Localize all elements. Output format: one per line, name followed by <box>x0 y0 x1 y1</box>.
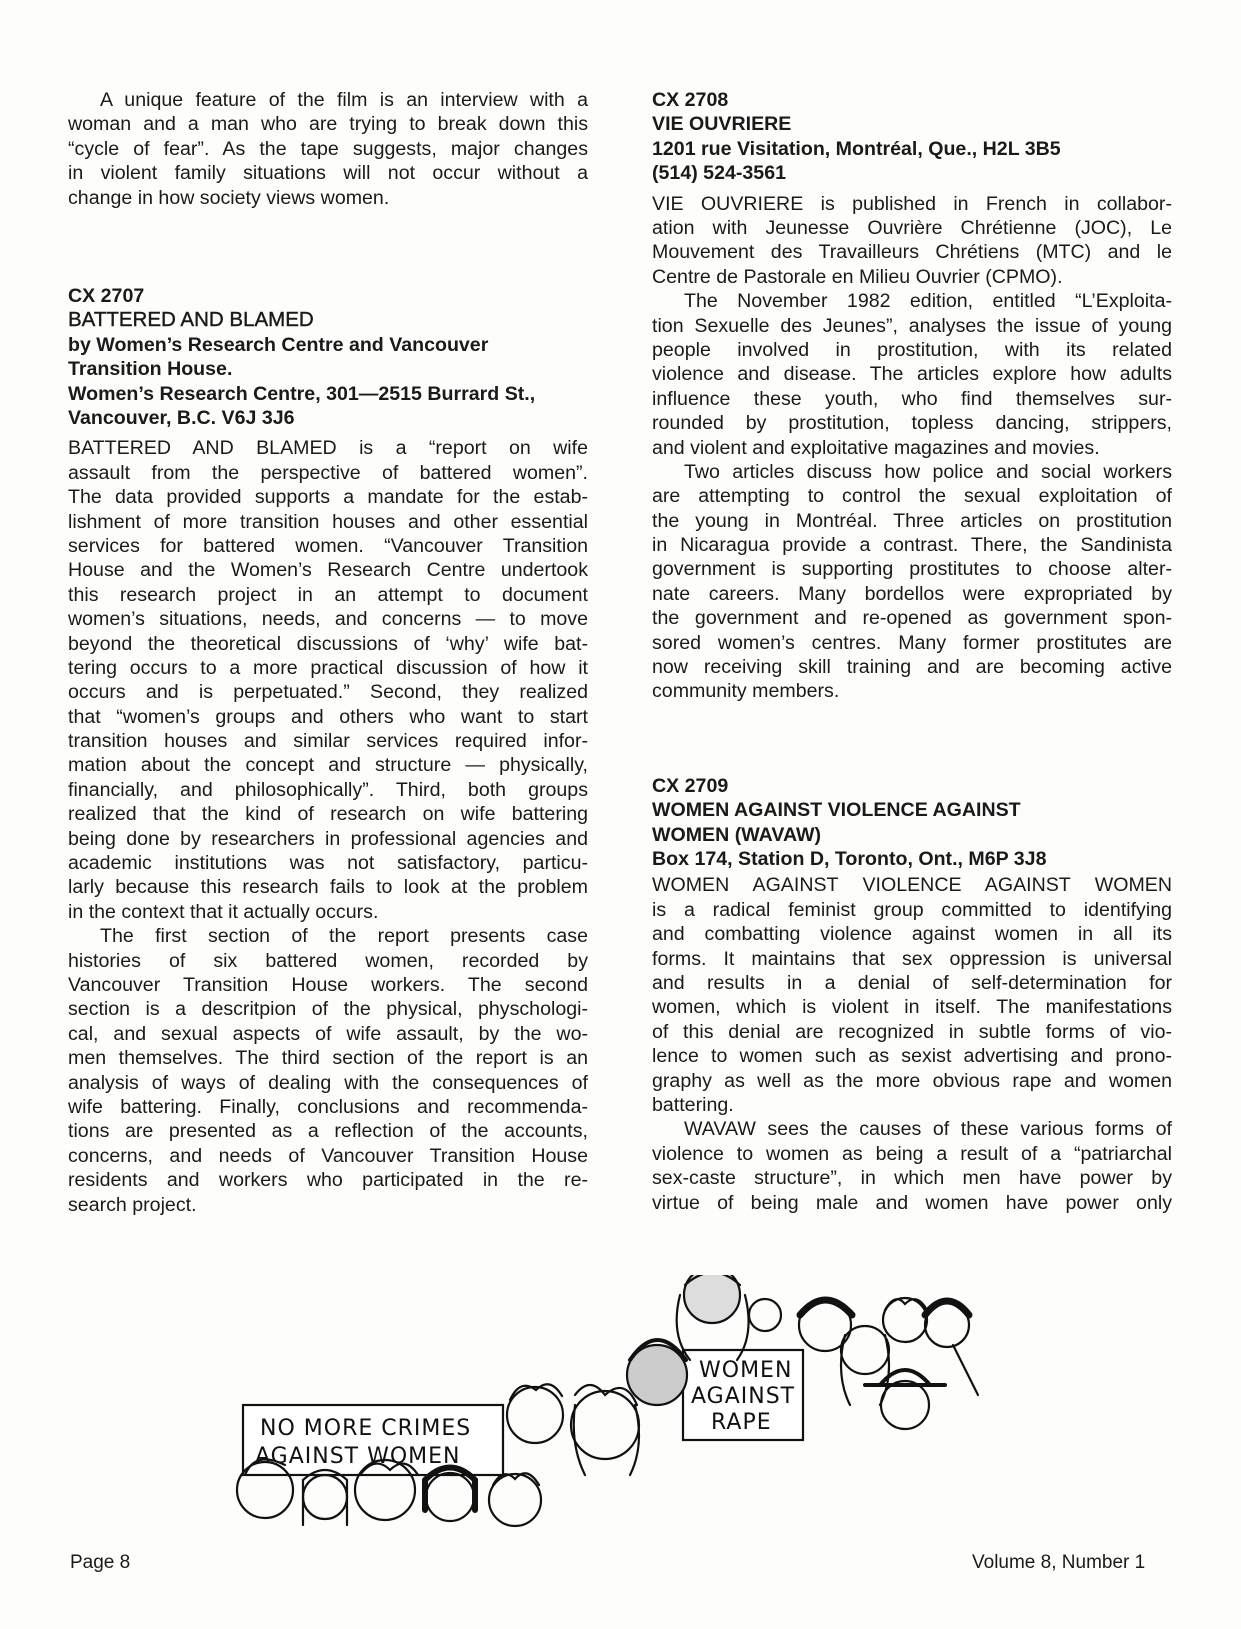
entry-cx2708 <box>652 88 1172 704</box>
text-line: are attempting to control the sexual exploitation of <box>652 485 1172 508</box>
text-line: and combatting violence against women in all its <box>652 923 1172 946</box>
text-line: mation about the concept and structure — physically, <box>68 754 588 777</box>
text-line: realized that the kind of research on wife battering <box>68 803 588 826</box>
text-line: is a radical feminist group committed to identifying <box>652 898 1172 921</box>
text-line: in Nicaragua provide a contrast. There, the Sandinista <box>652 534 1172 557</box>
entry-code: CX 2707 <box>68 284 145 307</box>
entry-address: Women’s Research Centre, 301—2515 Burrard St., <box>68 382 536 405</box>
text-line: Centre de Pastorale en Milieu Ouvrier (CPMO). <box>652 265 1063 288</box>
text-line: and results in a denial of self-determination for <box>652 972 1172 995</box>
crowd-faces <box>237 1275 978 1526</box>
text-line: tering occurs to a more practical discussion of how it <box>68 656 588 679</box>
text-line: tion Sexuelle des Jeunes”, analyses the issue of young <box>652 314 1172 337</box>
text-line: Vancouver Transition House workers. The second <box>68 973 588 996</box>
text-line: violence and disease. The articles explore how adults <box>652 363 1172 386</box>
text-line: that “women’s groups and others who want to start <box>68 705 588 728</box>
entry-byline: by Women’s Research Centre and Vancouver <box>68 333 489 356</box>
text-line: government is supporting prostitutes to choose alter- <box>652 558 1172 581</box>
text-line: graphy as well as the more obvious rape and women <box>652 1069 1172 1092</box>
sign-right-line1: WOMEN <box>699 1358 793 1383</box>
text-line: wife battering. Finally, conclusions and recommenda- <box>68 1095 588 1118</box>
text-line: The data provided supports a mandate for the estab- <box>68 486 588 509</box>
text-line: being done by researchers in professional agencies and <box>68 827 588 850</box>
text-line: sored women’s centres. Many former prostitutes are <box>652 631 1172 654</box>
sign-left-line1: NO MORE CRIMES <box>260 1416 472 1441</box>
text-line: nate careers. Many bordellos were expropriated by <box>652 582 1172 605</box>
entry-paragraph <box>652 873 1172 1117</box>
text-line: women, which is violent in itself. The manifestations <box>652 996 1172 1019</box>
sign-left-line2: AGAINST WOMEN <box>255 1444 461 1469</box>
text-line: in the context that it actually occurs. <box>68 900 379 923</box>
text-line: this research project in an attempt to document <box>68 583 588 606</box>
text-line: WAVAW sees the causes of these various forms of <box>684 1118 1172 1141</box>
text-line: men themselves. The third section of the report is an <box>68 1047 588 1070</box>
text-line: section is a descritpion of the physical, physchologi- <box>68 998 588 1021</box>
text-line: financially, and philosophically”. Third, both groups <box>68 778 588 801</box>
text-line: The first section of the report presents case <box>100 925 588 948</box>
text-line: BATTERED AND BLAMED is a “report on wife <box>68 437 588 460</box>
text-line: occurs and is perpetuated.” Second, they realized <box>68 681 588 704</box>
text-line: transition houses and similar services required infor- <box>68 730 588 753</box>
text-line: assault from the perspective of battered women”. <box>68 461 588 484</box>
text-line: now receiving skill training and are becoming active <box>652 656 1172 679</box>
entry-address: Vancouver, B.C. V6J 3J6 <box>68 406 295 429</box>
sign-right-line3: RAPE <box>711 1410 772 1435</box>
text-line: larly because this research fails to look at the problem <box>68 876 588 899</box>
page-number: Page 8 <box>70 1552 131 1573</box>
text-line: residents and workers who participated in the re- <box>68 1169 588 1192</box>
issue-label: Volume 8, Number 1 <box>972 1552 1146 1573</box>
entry-paragraph <box>652 289 1172 460</box>
entry-address: 1201 rue Visitation, Montréal, Que., H2L 3B5 <box>652 137 1061 160</box>
text-line: Two articles discuss how police and social workers <box>684 460 1172 483</box>
entry-title: WOMEN (WAVAW) <box>652 823 822 846</box>
entry-code: CX 2709 <box>652 774 729 797</box>
entry-byline: Transition House. <box>68 358 233 381</box>
text-line: of this denial are recognized in subtle forms of vio- <box>652 1020 1172 1043</box>
text-line: lence to women such as sexist advertising and prono- <box>652 1045 1172 1068</box>
text-line: The November 1982 edition, entitled “L’Exploita- <box>684 290 1172 313</box>
text-line: rounded by prostitution, topless dancing, strippers, <box>652 412 1172 435</box>
entry-title: WOMEN AGAINST VIOLENCE AGAINST <box>652 799 1021 822</box>
text-line: Mouvement des Travailleurs Chrétiens (MTC) and le <box>652 241 1172 264</box>
entry-cx2707 <box>68 284 588 1217</box>
text-line: A unique feature of the film is an interview with a <box>100 89 588 111</box>
text-line: lishment of more transition houses and other essential <box>68 510 588 533</box>
text-line: people involved in prostitution, with its related <box>652 338 1172 361</box>
text-line: cal, and sexual aspects of wife assault, by the wo- <box>68 1022 588 1045</box>
entry-title: BATTERED AND BLAMED <box>68 308 314 332</box>
text-line: in violent family situations will not occur without a <box>68 162 588 185</box>
text-line: House and the Women’s Research Centre undertook <box>68 559 588 582</box>
text-line: violence to women as being a result of a “patriarchal <box>652 1142 1172 1165</box>
text-line: VIE OUVRIERE is published in French in collabor- <box>652 192 1172 215</box>
text-line: “cycle of fear”. As the tape suggests, major changes <box>68 137 588 160</box>
text-line: histories of six battered women, recorded by <box>68 949 588 972</box>
text-line: academic institutions was not satisfactory, particu- <box>68 852 588 875</box>
entry-paragraph <box>68 436 588 924</box>
text-line: and violent and exploitative magazines and movies. <box>652 436 1100 459</box>
text-line: influence these youth, who find themselves sur- <box>652 387 1172 410</box>
text-line: the young in Montréal. Three articles on prostitution <box>652 509 1172 532</box>
text-line: the government and re-opened as government spon- <box>652 607 1172 630</box>
entry-cx2709 <box>652 774 1172 1215</box>
protest-illustration <box>225 1275 1025 1540</box>
text-line: search project. <box>68 1193 197 1216</box>
text-line: sex-caste structure”, in which men have power by <box>652 1167 1172 1190</box>
entry-paragraph <box>68 924 588 1217</box>
left-column <box>68 88 588 1217</box>
text-line: virtue of being male and women have power only <box>652 1191 1172 1214</box>
text-line: ation with Jeunesse Ouvrière Chrétienne (JOC), Le <box>652 217 1172 240</box>
intro-paragraph <box>68 88 588 210</box>
text-line: concerns, and needs of Vancouver Transition House <box>68 1144 588 1167</box>
text-line: forms. It maintains that sex oppression is universal <box>652 947 1172 970</box>
text-line: analysis of ways of dealing with the consequences of <box>68 1071 588 1094</box>
entry-paragraph <box>652 192 1172 290</box>
text-line: woman and a man who are trying to break down this <box>68 113 588 136</box>
text-line: women’s situations, needs, and concerns — to move <box>68 608 588 631</box>
sign-right-line2: AGAINST <box>691 1384 796 1409</box>
text-line: WOMEN AGAINST VIOLENCE AGAINST WOMEN <box>652 874 1172 897</box>
right-column <box>652 88 1172 1215</box>
entry-code: CX 2708 <box>652 89 729 111</box>
text-line: services for battered women. “Vancouver Transition <box>68 534 588 557</box>
entry-paragraph <box>652 460 1172 704</box>
entry-title: VIE OUVRIERE <box>652 113 792 136</box>
text-line: tions are presented as a reflection of the accounts, <box>68 1120 588 1143</box>
text-line: beyond the theoretical discussions of ‘why’ wife bat- <box>68 632 588 655</box>
text-line: battering. <box>652 1093 734 1116</box>
entry-phone: (514) 524-3561 <box>652 162 786 185</box>
entry-address: Box 174, Station D, Toronto, Ont., M6P 3J8 <box>652 848 1047 871</box>
text-line: change in how society views women. <box>68 186 390 209</box>
entry-paragraph <box>652 1117 1172 1215</box>
text-line: community members. <box>652 680 840 703</box>
